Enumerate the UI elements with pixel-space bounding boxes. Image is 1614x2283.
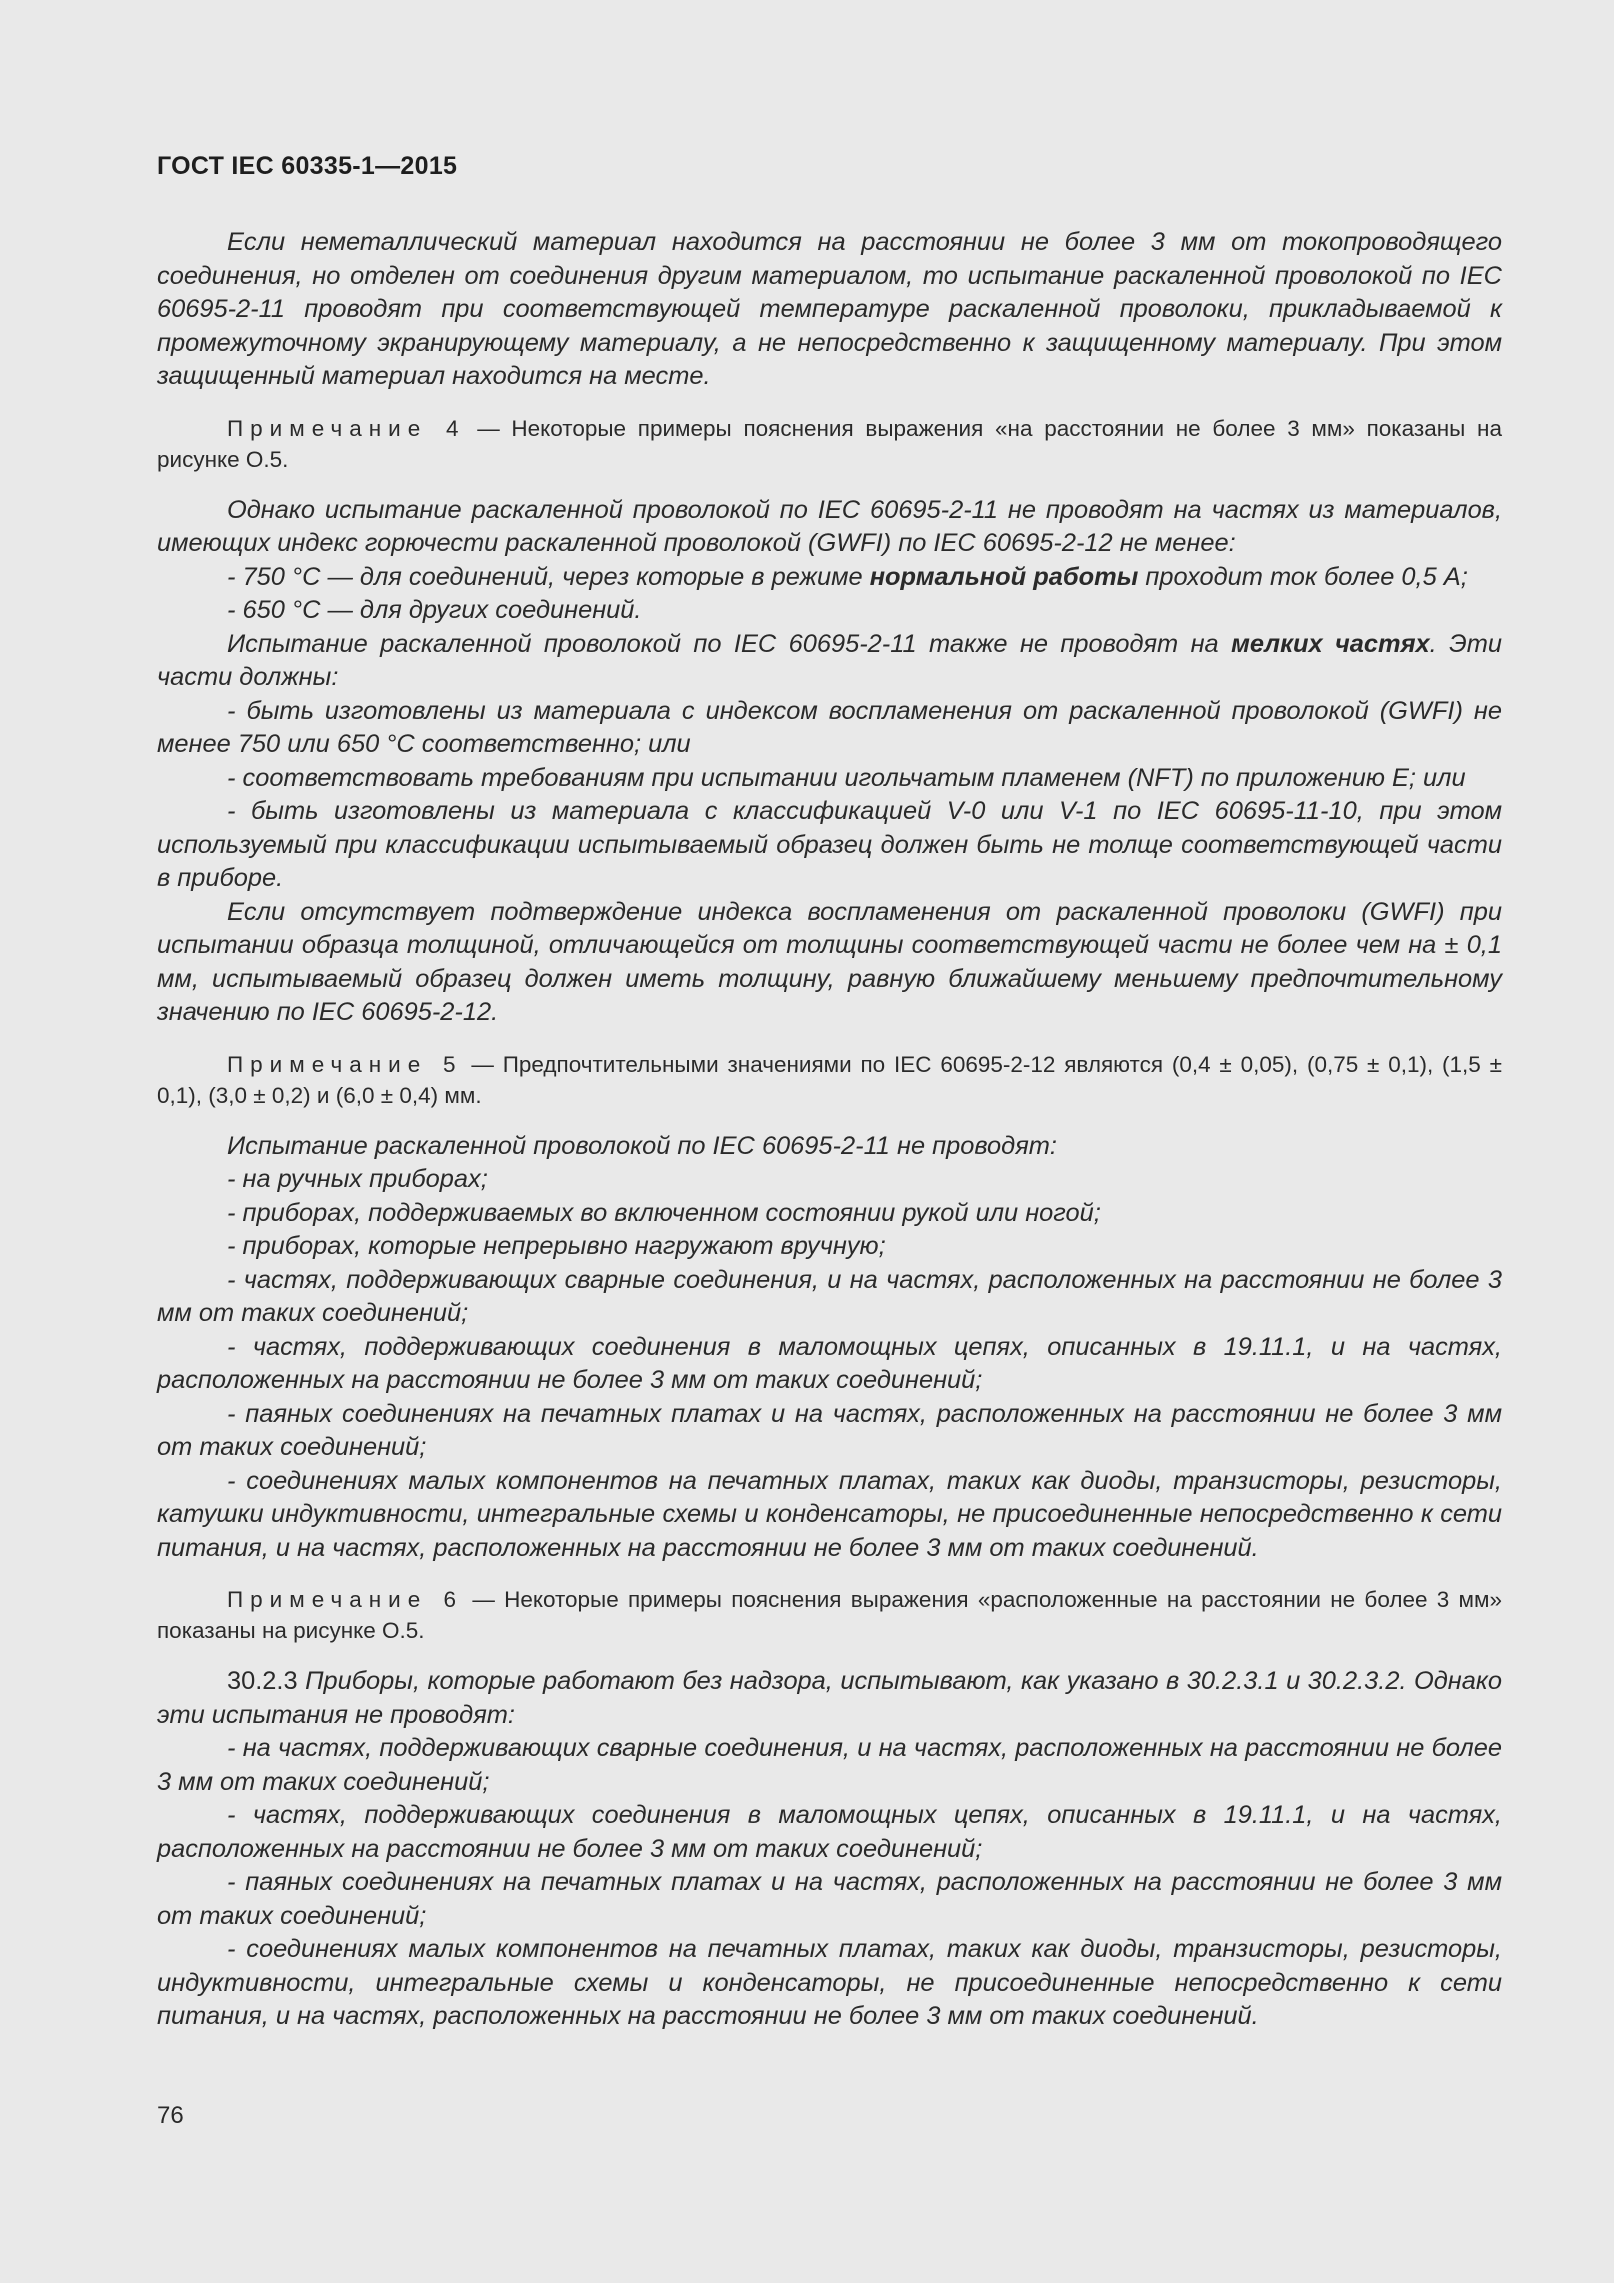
list-item: - соответствовать требованиям при испытании игольчатым пламенем (NFT) по приложению Е; или: [227, 763, 1466, 792]
note-6: [157, 1584, 1502, 1646]
list-item: - частях, поддерживающих сварные соединения, и на частях, расположенных на расстоянии не более 3 мм от таких соединений;: [157, 1265, 1502, 1327]
list-item: - частях, поддерживающих соединения в маломощных цепях, описанных в 19.11.1, и на частях, расположенных на расстоянии не более 3 мм от таких соединений;: [157, 1332, 1502, 1394]
clause-number: 30.2.3: [227, 1667, 298, 1695]
list-item: - 650 °С — для других соединений.: [227, 596, 642, 624]
clause-30-2-3: [157, 1665, 1502, 1732]
list-item: - быть изготовлены из материала с индексом воспламенения от раскаленной проволокой (GWFI) не менее 750 или 650 °С соответственно; или: [157, 696, 1502, 758]
note-6-label: Примечание 6: [227, 1587, 464, 1612]
list-item: - на частях, поддерживающих сварные соединения, и на частях, расположенных на расстоянии не более 3 мм от таких соединений;: [157, 1734, 1502, 1796]
note-4-text: — Некоторые примеры пояснения выражения «на расстоянии не более 3 мм» показаны на рисунке О.5.: [157, 415, 1502, 472]
list-item: - приборах, которые непрерывно нагружают вручную;: [227, 1232, 886, 1260]
list-item: - частях, поддерживающих соединения в маломощных цепях, описанных в 19.11.1, и на частях, расположенных на расстоянии не более 3 мм от таких соединений;: [157, 1801, 1502, 1863]
list-item: - паяных соединениях на печатных платах и на частях, расположенных на расстоянии не более 3 мм от таких соединений;: [157, 1399, 1502, 1461]
list-item: - паяных соединениях на печатных платах и на частях, расположенных на расстоянии не более 3 мм от таких соединений;: [157, 1868, 1502, 1930]
note-4: [157, 413, 1502, 475]
term-normal-operation: нормальной работы: [869, 562, 1139, 591]
paragraph-thickness: Если отсутствует подтверждение индекса воспламенения от раскаленной проволоки (GWFI) при испытании образца толщиной, отличающейся от толщины соответствующей части не более чем на ± 0,1 мм, испытываемый образец должен иметь толщину, равную ближайшему меньшему предпочтительному значению по IEC 60695-2-12.: [157, 897, 1502, 1026]
note-6-text: — Некоторые примеры пояснения выражения «расположенные на расстоянии не более 3 мм» показаны на рисунке О.5.: [157, 1587, 1502, 1643]
paragraph-not-tested: Испытание раскаленной проволокой по IEC 60695-2-11 не проводят:: [227, 1131, 1057, 1160]
document-header: ГОСТ IEC 60335-1—2015: [157, 152, 458, 180]
paragraph-gwfi-exemption: Однако испытание раскаленной проволокой по IEC 60695-2-11 не проводят на частях из материалов, имеющих индекс горючести раскаленной проволокой (GWFI) по IEC 60695-2-12 не менее:: [157, 495, 1502, 557]
list-item: - приборах, поддерживаемых во включенном состоянии рукой или ногой;: [227, 1198, 1101, 1227]
page-number: 76: [157, 2102, 184, 2129]
list-item: - соединениях малых компонентов на печатных платах, таких как диоды, транзисторы, резисторы, индуктивности, интегральные схемы и конденсаторы, не присоединенные непосредственно к сети питания, и на частях, расположенных на расстоянии не более 3 мм от таких соединений.: [157, 1935, 1502, 2030]
note-5-text: — Предпочтительными значениями по IEC 60695-2-12 являются (0,4 ± 0,05), (0,75 ± 0,1), (1,5 ± 0,1), (3,0 ± 0,2) и (6,0 ± 0,4) мм.: [157, 1051, 1502, 1108]
document-body: [157, 226, 1502, 2034]
note-5-label: Примечание 5: [227, 1051, 463, 1077]
paragraph-nonmetallic: Если неметаллический материал находится на расстоянии не более 3 мм от токопроводящего соединения, но отделен от соединения другим материалом, то испытание раскаленной проволокой по IEC 60695-2-11 проводят при соответствующей температуре раскаленной проволоки, прикладываемой к промежуточному экранирующему материалу, а не непосредственно к защищенному материалу. При этом защищенный материал находится на месте.: [157, 228, 1502, 390]
list-item: - соединениях малых компонентов на печатных платах, таких как диоды, транзисторы, резисторы, катушки индуктивности, интегральные схемы и конденсаторы, не присоединенные непосредственно к сети питания, и на частях, расположенных на расстоянии не более 3 мм от таких соединений.: [157, 1466, 1502, 1562]
paragraph-small-parts: Испытание раскаленной проволокой по IEC 60695-2-11 также не проводят на мелких частях. Эти части должны:: [157, 629, 1503, 691]
list-item: - 750 °С — для соединений, через которые в режиме нормальной работы проходит ток более 0,5 А;: [227, 562, 1468, 591]
term-small-parts: мелких частях: [1231, 629, 1430, 658]
note-5: [157, 1049, 1502, 1111]
list-item: - быть изготовлены из материала с классификацией V-0 или V-1 по IEC 60695-11-10, при этом используемый при классификации испытываемый образец должен быть не толще соответствующей части в приборе.: [157, 797, 1502, 892]
list-item: - на ручных приборах;: [227, 1165, 488, 1193]
note-4-label: Примечание 4: [227, 415, 466, 441]
clause-text: Приборы, которые работают без надзора, испытывают, как указано в 30.2.3.1 и 30.2.3.2. Однако эти испытания не проводят:: [157, 1667, 1502, 1729]
